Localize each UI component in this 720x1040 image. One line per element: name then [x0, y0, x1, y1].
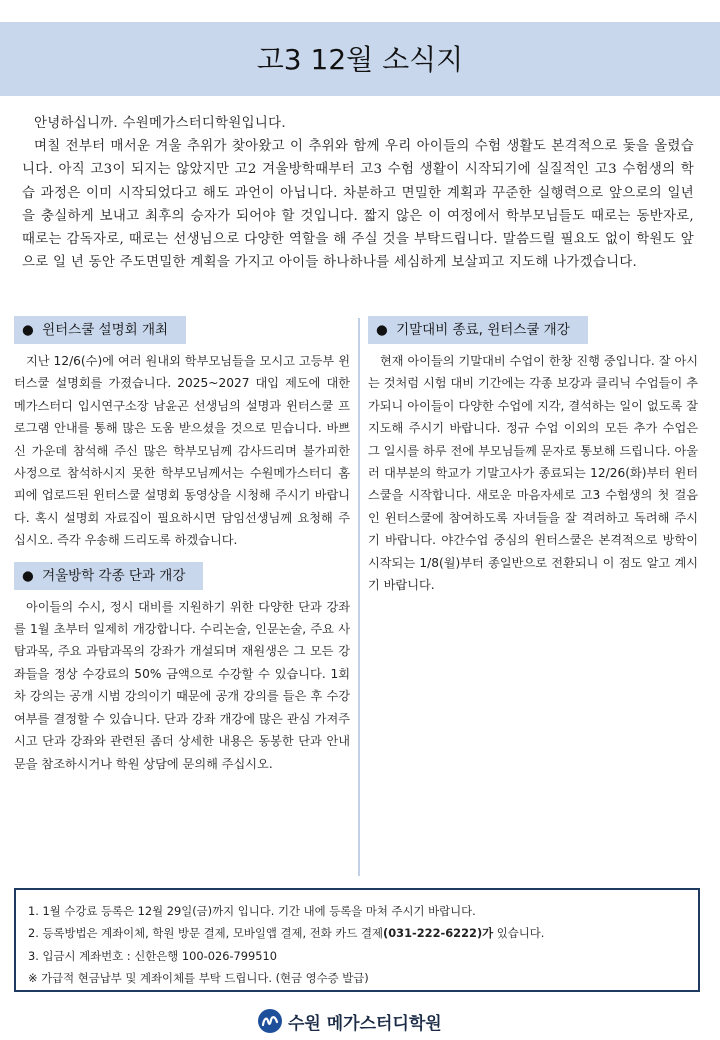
- bullet-icon: ●: [22, 567, 34, 584]
- section-text: 현재 아이들의 기말대비 수업이 한창 진행 중입니다. 잘 아시는 것처럼 시험 대비 기간에는 각종 보강과 클리닉 수업들이 추가되니 아이들이 다양한 수업에 지각, 결석하는 일이 없도록 잘 지도해 주시기 바랍니다. 정규 수업 이외의 모든 추가 수업은 그 일시를 하루 전에 부모님들께 문자로 통보해 드립니다. 아울러 대부분의 학교가 기말고사가 종료되는 12/26(화)부터 윈터스쿨을 시작합니다. 새로운 마음자세로 고3 수험생의 첫 걸음인 윈터스쿨에 참여하도록 자녀들을 잘 격려하고 독려해 주시기 바랍니다. 야간수업 중심의 윈터스쿨은 본격적으로 방학이 시작되는 1/8(월)부터 종일반으로 전환되니 이 점도 알고 계시기 바랍니다.: [368, 354, 698, 593]
- megastudy-logo-icon: [258, 1009, 282, 1033]
- column-divider: [358, 318, 360, 876]
- bullet-icon: ●: [22, 322, 34, 338]
- left-column: [14, 316, 350, 775]
- section-heading: [368, 316, 588, 344]
- intro-letter: [22, 112, 694, 274]
- notice-line-2-prefix: 2. 등록방법은 계좌이체, 학원 방문 결제, 모바일앱 결제, 전화 카드 결제: [28, 926, 384, 941]
- payment-notice-box: [14, 888, 700, 992]
- notice-line-4: ※ 가급적 현금납부 및 계좌이체를 부탁 드립니다. (현금 영수증 발급): [28, 970, 369, 985]
- notice-line-2: [28, 922, 688, 944]
- section-heading: [14, 316, 186, 344]
- section-exam-end: [368, 316, 698, 596]
- intro-body: 며칠 전부터 매서운 겨울 추위가 찾아왔고 이 추위와 함께 우리 아이들의 수험 생활도 본격적으로 돛을 올렸습니다. 아직 고3이 되지는 않았지만 고2 겨울방학때부터 고3 수험 생활이 시작되기에 실질적인 고3 수험생의 학습 과정은 이미 시작되었다고 해도 과언이 아닙니다. 차분하고 면밀한 계획과 꾸준한 실행력으로 앞으로의 일년을 충실하게 보내고 최후의 승자가 되어야 할 것입니다. 짧지 않은 이 여정에서 학부모님들도 때로는 동반자로, 때로는 감독자로, 때로는 선생님으로 다양한 역할을 해 주실 것을 부탁드립니다. 말씀드릴 필요도 없이 학원도 앞으로 일 년 동안 주도면밀한 계획을 가지고 아이들 하나하나를 세심하게 보살피고 지도해 나가겠습니다.: [22, 139, 694, 271]
- bullet-icon: ●: [376, 322, 388, 338]
- phone-number: (031-222-6222)가: [383, 926, 494, 941]
- section-title: 기말대비 종료, 윈터스쿨 개강: [396, 322, 570, 338]
- section-text: 아이들의 수시, 정시 대비를 지원하기 위한 다양한 단과 강좌를 1월 초부터 일제히 개강합니다. 수리논술, 인문논술, 주요 사탐과목, 주요 과탐과목의 강좌가 개설되며 재원생은 그 모든 강좌들을 정상 수강료의 50% 금액으로 수강할 수 있습니다. 1회차 강의는 공개 시범 강의이기 때문에 공개 강의를 들은 후 수강 여부를 결정할 수 있습니다. 단과 강좌 개강에 많은 관심 가져주시고 단과 강좌와 관련된 좀더 상세한 내용은 동봉한 단과 안내문을 참조하시거나 학원 상담에 문의해 주십시오.: [14, 599, 350, 771]
- brand-name: 수원 메가스터디학원: [288, 1013, 442, 1034]
- page-title: 고3 12월 소식지: [256, 43, 464, 76]
- section-title: 윈터스쿨 설명회 개최: [42, 322, 169, 338]
- intro-greeting: 안녕하십니까. 수원메가스터디학원입니다.: [34, 116, 286, 131]
- section-title: 겨울방학 각종 단과 개강: [42, 567, 186, 584]
- notice-line-1: 1. 1월 수강료 등록은 12월 29일(금)까지 입니다. 기간 내에 등록을 마쳐 주시기 바랍니다.: [28, 904, 476, 918]
- footer-brand: [258, 1008, 442, 1034]
- section-heading: [14, 562, 203, 590]
- notice-line-3: 3. 입금시 계좌번호 : 신한은행 100-026-799510: [28, 948, 278, 963]
- section-text: 지난 12/6(수)에 여러 원내외 학부모님들을 모시고 고등부 윈터스쿨 설명회를 가졌습니다. 2025~2027 대입 제도에 대한 메가스터디 입시연구소장 남윤곤 선생님의 설명과 윈터스쿨 프로그램 안내를 통해 많은 도움 받으셨을 것으로 믿습니다. 바쁘신 가운데 참석해 주신 많은 학부모님께 감사드리며 불가피한 사정으로 참석하시지 못한 학부모님께서는 수원메가스터디 홈피에 업로드된 윈터스쿨 설명회 동영상을 시청해 주시기 바랍니다. 혹시 설명회 자료집이 필요하시면 담임선생님께 요청해 주십시오. 즉각 우송해 드리도록 하겠습니다.: [14, 354, 350, 548]
- section-winter-briefing: [14, 316, 350, 552]
- right-column: [368, 316, 698, 596]
- notice-line-2-suffix: 있습니다.: [493, 926, 545, 941]
- section-winter-courses: [14, 562, 350, 775]
- header-banner: [0, 22, 720, 96]
